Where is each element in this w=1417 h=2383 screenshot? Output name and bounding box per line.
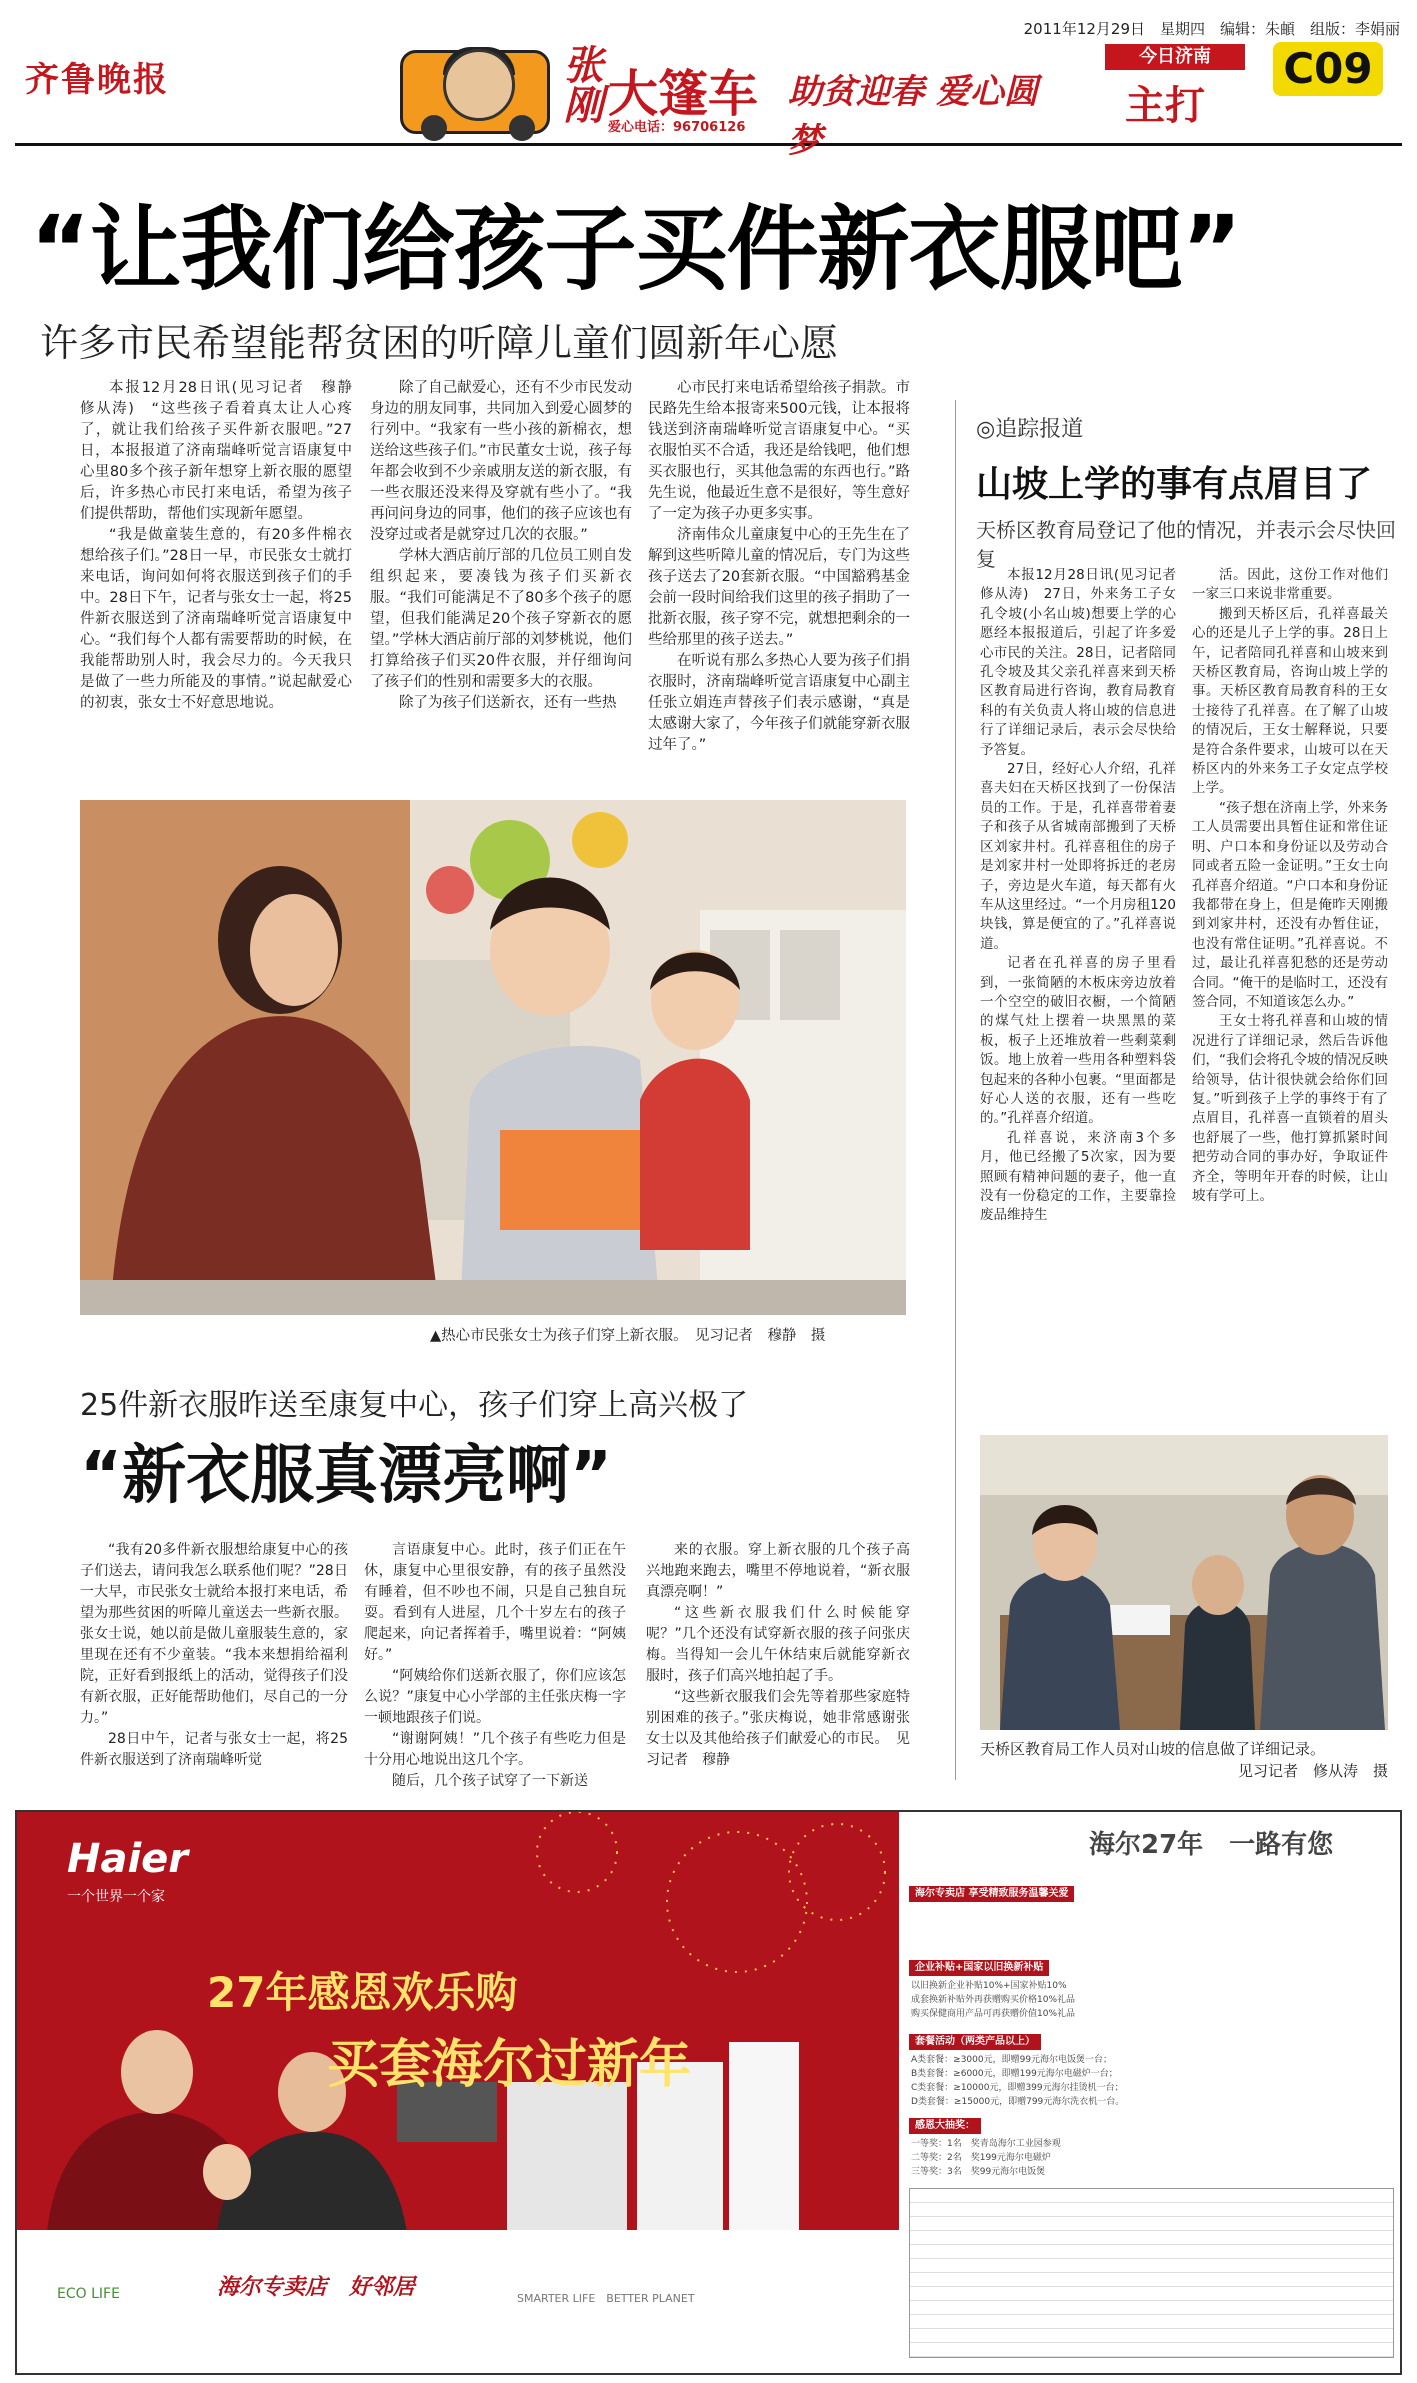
side-subheadline: 天桥区教育局登记了他的情况，并表示会尽快回复 [976,518,1396,571]
news-photo-office [980,1435,1388,1730]
article-paragraph: 除了为孩子们送新衣，还有一些热 [399,695,617,711]
article-paragraph: 心市民打来电话希望给孩子捐款。市民路先生给本报寄来500元钱，让本报将钱送到济南瑞峰听觉言语康复中心。“买衣服怕买不合适，我还是给钱吧，他们想买衣服也行，买其他急需的东西也行。”路先生说，他最近生意不是很好，等生意好了一定为孩子办更多实事。 [648,380,910,522]
article2-column-2 [364,1540,626,1792]
article-paragraph: “谢谢阿姨！”几个孩子有些吃力但是十分用心地说出这几个字。 [364,1731,626,1768]
photo-caption: ▲热心市民张女士为孩子们穿上新衣服。 见习记者 穆静 摄 [430,1328,826,1344]
article-paragraph: 随后，几个孩子试穿了一下新送 [392,1773,588,1789]
column-label: 主打 [1125,83,1205,129]
eco-life-logo: ECO LIFE [57,2286,120,2302]
article-paragraph: 学林大酒店前厅部的几位员工则自发组织起来，要凑钱为孩子们买新衣服。“我们可能满足不了80多个孩子的愿望，但我们能满足20个孩子穿新衣的愿望。”学林大酒店前厅部的刘梦桃说，他们打算给孩子们买20件衣服，并仔细询问了孩子们的性别和需要多大的衣服。 [370,548,632,690]
article-paragraph: 活。因此，这份工作对他们一家三口来说非常重要。 [1192,567,1388,603]
ad-line: 一等奖：1名 奖青岛海尔工业园参观 [911,2139,1061,2149]
article-paragraph: “我有20多件新衣服想给康复中心的孩子们送去，请问我怎么联系他们呢？”28日一大早，市民张女士就给本报打来电话，希望为那些贫困的听障儿童送去一些新衣服。张女士说，她以前是做儿童服装生意的，家里现在还有不少童装。“我本来想捐给福利院，正好看到报纸上的活动，觉得孩子们没有新衣服，正好能帮助他们，尽自己的一分力。” [80,1542,348,1726]
article-paragraph: “阿姨给你们送新衣服了，你们应该怎么说？”康复中心小学部的主任张庆梅一字一顿地跟孩子们说。 [364,1668,626,1726]
main-subheadline: 许多市民希望能帮贫困的听障儿童们圆新年心愿 [40,321,839,365]
article-paragraph: 济南伟众儿童康复中心的王先生在了解到这些听障儿童的情况后，专门为这些孩子送去了20套新衣服。“中国豁鸦基金会前一段时间给我们这里的孩子捐助了一批新衣服，孩子穿不完，就想把剩余的一些给那里的孩子送去。” [648,527,910,648]
ad-section-heading: 感恩大抽奖： [909,2118,981,2134]
newspaper-logo: 齐鲁晚报 [25,60,169,100]
bus-mascot-icon [400,50,550,134]
article-column-1 [80,378,367,714]
article-paragraph: 28日中午，记者与张女士一起，将25件新衣服送到了济南瑞峰听觉 [80,1731,348,1768]
article-column-2 [370,378,632,714]
banner-hotline: 爱心电话：96706126 [608,120,746,135]
article-paragraph: 27日，经好心人介绍，孔祥喜夫妇在天桥区找到了一份保洁员的工作。于是，孔祥喜带着妻子和孩子从省城南部搬到了天桥区刘家井村。孔祥喜租住的房子是刘家井村一处即将拆迁的老房子，旁边是火车道，每天都有火车从这里经过。“一个月房租120块钱，算是便宜的了。”孔祥喜说道。 [980,761,1176,952]
ad-section-heading: 套餐活动（两类产品以上） [909,2034,1041,2050]
page-meta: 2011年12月29日 星期四 编辑：朱頔 组版：李娟丽 [1023,20,1400,38]
article-paragraph: 在听说有那么多热心人要为孩子们捐衣服时，济南瑞峰听觉言语康复中心副主任张立娟连声替孩子们表示感谢，“真是太感谢大家了，今年孩子们就能穿新衣服过年了。” [648,653,910,753]
ad-headline-2: 买套海尔过新年 [327,2035,692,2095]
ad-right-title: 海尔27年 一路有您 [1089,1830,1334,1860]
article2-column-3 [646,1540,910,1771]
article-paragraph: 记者在孔祥喜的房子里看到，一张简陋的木板床旁边放着一个空空的破旧衣橱，一个简陋的煤气灶上摆着一块黑黑的菜板，板子上还堆放着一些剩菜剩饭。地上放着一些用各种塑料袋包起来的各种小包裹。“里面都是好心人送的衣服，还有一些吃的。”孔祥喜介绍道。 [980,955,1176,1127]
page-number: C09 [1273,42,1383,96]
article-paragraph: “这些新衣服我们会先等着那些家庭特别困难的孩子。”张庆梅说，她非常感谢张女士以及其他给孩子们献爱心的市民。 见习记者 穆静 [646,1689,910,1768]
side-photo-caption-text: 天桥区教育局工作人员对山坡的信息做了详细记录。 [980,1740,1326,1758]
article-paragraph: 来的衣服。穿上新衣服的几个孩子高兴地跑来跑去，嘴里不停地说着，“新衣服真漂亮啊！” [646,1542,910,1600]
article-paragraph: 本报12月28日讯(见习记者 穆静 修从涛) “这些孩子看着真太让人心疼了，就让我们给孩子买件新衣服吧。”27日，本报报道了济南瑞峰听觉言语康复中心里80多个孩子新年想穿上新衣服的愿望后，许多热心市民打来电话，希望为孩子们提供帮助，帮他们实现新年愿望。 [80,380,367,522]
ad-line: 购买保健商用产品可再获赠价值10%礼品 [911,2009,1076,2019]
column-divider [955,400,956,1780]
ad-line: 以旧换新企业补贴10%+国家补贴10% [911,1981,1067,1991]
haier-advertisement [15,1810,1402,2375]
section-label: 今日济南 [1105,44,1245,70]
ad-headline-1: 27年感恩欢乐购 [207,1968,518,2017]
store-logo: 海尔专卖店 好邻居 [217,2275,416,2300]
ad-line: A类套餐：≥3000元，即赠99元海尔电饭煲一台； [911,2055,1113,2065]
ad-left-panel [17,1812,899,2375]
article-paragraph: “这些新衣服我们什么时候能穿呢？”几个还没有试穿新衣服的孩子问张庆梅。当得知一会儿午休结束后就能穿新衣服时，孩子们高兴地拍起了手。 [646,1605,910,1684]
article-paragraph: 搬到天桥区后，孔祥喜最关心的还是儿子上学的事。28日上午，记者陪同孔祥喜和山坡来到天桥区教育局，咨询山坡上学的事。天桥区教育局教育科的王女士接待了孔祥喜。在了解了山坡的情况后，王女士解释说，只要是符合条件要求，山坡可以在天桥区内的外来务工子女定点学校上学。 [1192,605,1388,797]
smarter-life-tagline: SMARTER LIFE BETTER PLANET [517,2292,695,2305]
ad-line: 成套换新补贴外再获赠购买价格10%礼品 [911,1995,1076,2005]
article-paragraph: “孩子想在济南上学，外来务工人员需要出具暂住证和常住证明、户口本和身份证以及劳动合同或者五险一金证明。”王女士向孔祥喜介绍道。“户口本和身份证我都带在身上，但是俺昨天刚搬到刘家井村，还没有办暂住证，也没有常住证明。”孔祥喜说。不过，最让孔祥喜犯愁的还是劳动合同。“俺干的是临时工，还没有签合同，不知道该怎么办。” [1192,799,1388,1010]
haier-logo: Haier [67,1836,189,1882]
side-tag: ◎追踪报道 [976,417,1084,442]
ad-line: D类套餐：≥15000元，即赠799元海尔洗衣机一台。 [911,2097,1125,2107]
event-banner [390,42,1055,161]
banner-slogan: 助贫迎春 爱心圆梦 [788,72,1038,161]
ad-bottom-strip [17,2230,899,2375]
ad-right-panel [899,1812,1402,2375]
side-headline: 山坡上学的事有点眉目了 [976,464,1373,505]
second-subheadline: 25件新衣服昨送至康复中心，孩子们穿上高兴极了 [80,1388,749,1423]
haier-tagline: 一个世界一个家 [67,1889,165,1905]
side-photo-caption [980,1738,1388,1782]
article-paragraph: 孔祥喜说，来济南3个多月，他已经搬了5次家，因为要照顾有精神问题的妻子，他一直没有一份稳定的工作，主要靠捡废品维持生 [980,1129,1176,1224]
article-column-3 [648,378,910,756]
ad-line: 二等奖：2名 奖199元海尔电磁炉 [911,2153,1051,2163]
article-paragraph: 王女士将孔祥喜和山坡的情况进行了详细记录，然后告诉他们，“我们会将孔令坡的情况反映给领导，估计很快就会给你们回复。”听到孩子上学的事终于有了点眉目，孔祥喜一直锁着的眉头也舒展了一些，他打算抓紧时间把劳动合同的事办好，争取证件齐全，等明年开春的时候，让山坡有学可上。 [1192,1013,1388,1204]
article-paragraph: 本报12月28日讯(见习记者 修从涛) 27日，外来务工子女孔令坡(小名山坡)想要上学的心愿经本报报道后，引起了许多爱心市民的关注。28日，记者陪同孔令坡及其父亲孔祥喜来到天桥区教育局进行咨询，教育局教育科的有关负责人将山坡的信息进行了详细记录后，表示会尽快给予答复。 [980,567,1190,758]
article2-column-1 [80,1540,348,1771]
masthead [15,38,1402,161]
ad-line: 三等奖：3名 奖99元海尔电饭煲 [911,2167,1046,2177]
side-column-1 [980,566,1190,1226]
second-headline: “新衣服真漂亮啊” [80,1439,613,1513]
ad-line: C类套餐：≥10000元，即赠399元海尔挂烫机一台； [911,2083,1124,2093]
article-paragraph: 除了自己献爱心，还有不少市民发动身边的朋友同事，共同加入到爱心圆梦的行列中。“我家有一些小孩的新棉衣，想送给这些孩子们。”市民董女士说，孩子每年都会收到不少亲戚朋友送的新衣服，有一些衣服还没来得及穿就有些小了。“我再问问身边的同事，他们的孩子应该也有没穿过或者是就穿过几次的衣服。” [370,380,632,543]
ad-section-heading: 企业补贴+国家以旧换新补贴 [909,1960,1049,1976]
side-photo-credit: 见习记者 修从涛 摄 [1237,1762,1388,1780]
store-address-table [909,2188,1394,2358]
banner-name: 张刚 [557,44,604,124]
news-photo-children [80,800,906,1315]
ad-line: B类套餐：≥6000元，即赠199元海尔电磁炉一台； [911,2069,1118,2079]
banner-title: 大篷车 [608,65,758,123]
main-headline: “让我们给孩子买件新衣服吧” [30,196,1241,303]
article-paragraph: “我是做童装生意的，有20多件棉衣想给孩子们。”28日一早，市民张女士就打来电话，询问如何将衣服送到孩子们的手中。28日下午，记者与张女士一起，将25件新衣服送到了济南瑞峰听觉言语康复中心。“我们每个人都有需要帮助的时候，在我能帮助别人时，我会尽力的。今天我只是做了一些力所能及的事情。”说起献爱心的初衷，张女士不好意思地说。 [80,527,352,711]
article-paragraph: 言语康复中心。此时，孩子们正在午休，康复中心里很安静，有的孩子虽然没有睡着，但不吵也不闹，只是自己独自玩耍。看到有人进屋，几个十岁左右的孩子爬起来，向记者挥着手，嘴里说着：“阿姨好。” [364,1542,626,1663]
side-column-2 [1192,566,1388,1206]
ad-section-heading: 海尔专卖店 享受精致服务温馨关爱 [909,1886,1074,1902]
